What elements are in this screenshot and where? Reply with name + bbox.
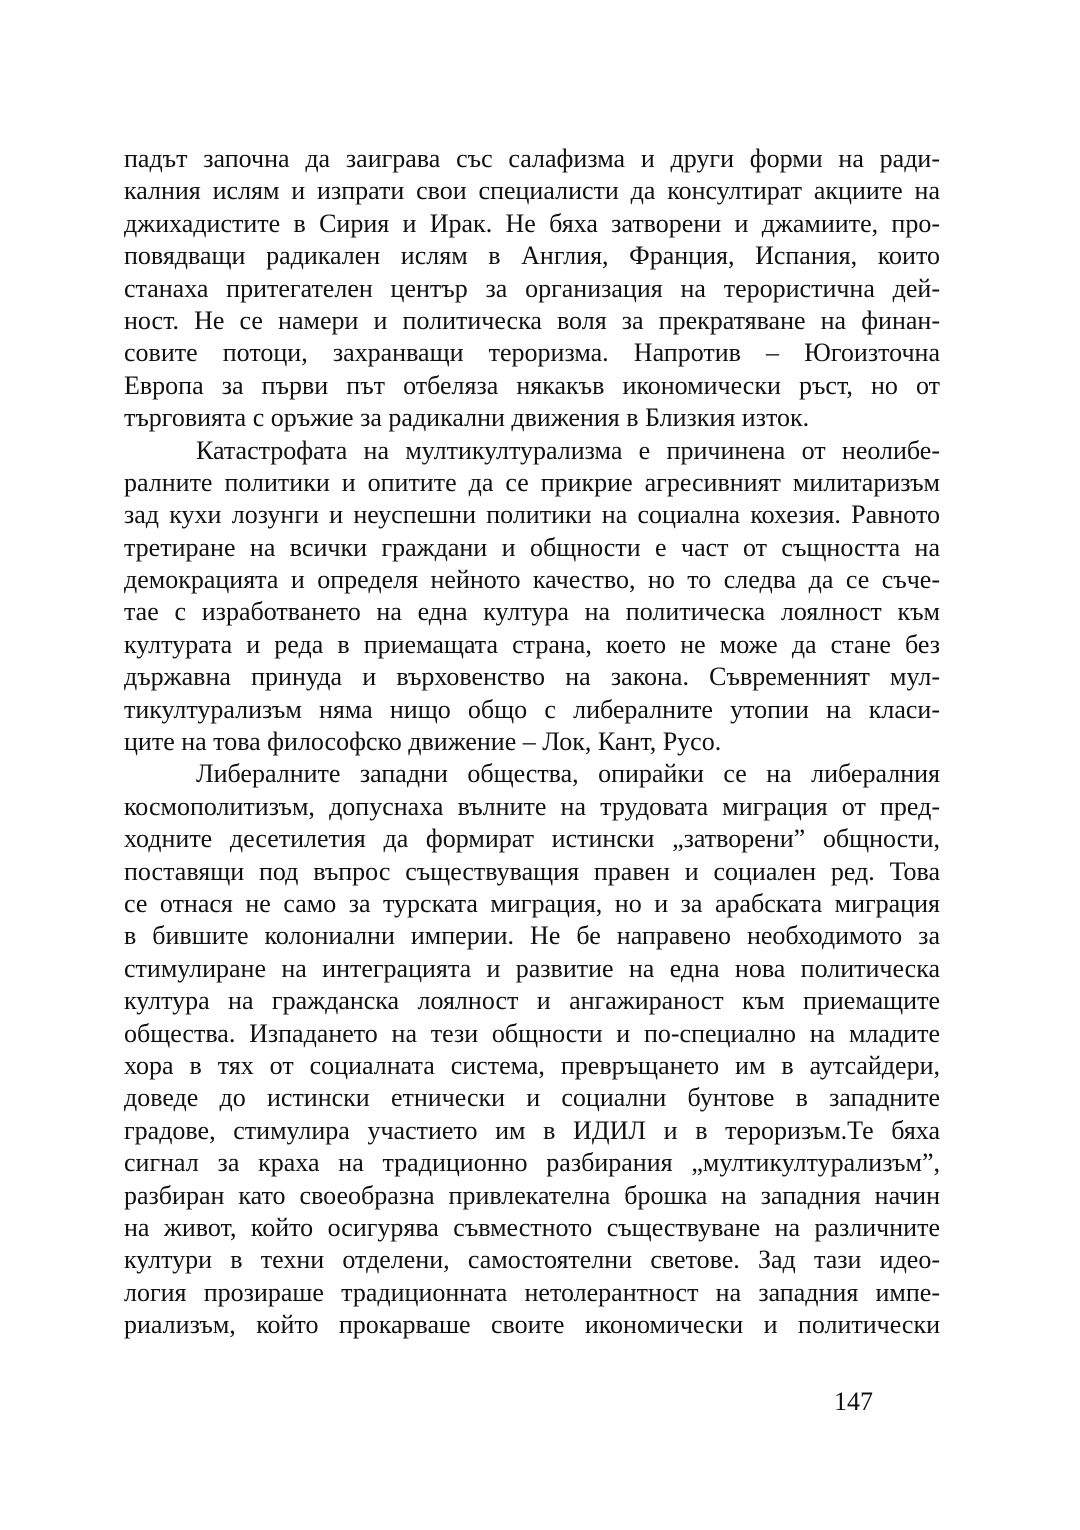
paragraph [124,435,940,759]
text-line: зад кухи лозунги и неуспешни политики на социална кохезия. Равното [124,500,940,530]
page-number: 147 [834,1387,873,1416]
text-line: се отнася не само за турската миграция, но и за арабската миграция [124,888,940,918]
text-line: градове, стимулира участието им в ИДИЛ и в тероризъм.Те бяха [124,1115,940,1145]
text-line: поставящи под въпрос съществуващия правен и социален ред. Това [124,856,940,886]
text-line: общества. Изпадането на тези общности и по-специално на младите [124,1018,940,1048]
text-line: ходните десетилетия да формират истински „затворени” общности, [124,824,940,854]
paragraph [124,758,940,1341]
text-line: ралните политики и опитите да се прикрие агресивният милитаризъм [124,467,940,497]
text-line: културата и реда в приемащата страна, което не може да стане без [124,629,940,659]
text-line: тае с изработването на една култура на политическа лоялност към [124,597,940,627]
text-line: Европа за първи път отбеляза някакъв икономически ръст, но от [124,370,940,400]
body-text [124,143,940,1341]
text-line: калния ислям и изпрати свои специалисти да консултират акциите на [124,176,940,206]
text-line: стимулиране на интеграцията и развитие на една нова политическа [124,953,940,983]
text-line: ците на това философско движение – Лок, Кант, Русо. [124,727,722,757]
text-line: повядващи радикален ислям в Англия, Франция, Испания, които [124,241,940,271]
text-line: култури в техни отделени, самостоятелни светове. Зад тази идео- [124,1245,940,1275]
paragraph [124,143,940,435]
text-line: на живот, който осигурява съвместното съществуване на различните [124,1212,940,1242]
text-line: култура на гражданска лоялност и ангажираност към приемащите [124,986,940,1016]
text-line: джихадистите в Сирия и Ирак. Не бяха затворени и джамиите, про- [124,208,940,238]
text-line: совите потоци, захранващи тероризма. Напротив – Югоизточна [124,338,940,368]
text-line: станаха притегателен център за организация на терористична дей- [124,273,940,303]
text-line: тикултурализъм няма нищо общо с либералните утопии на класи- [124,694,940,724]
text-line: държавна принуда и върховенство на закона. Съвременният мул- [124,662,940,692]
text-line: риализъм, който прокарваше своите икономически и политически [124,1310,940,1340]
text-line: сигнал за краха на традиционно разбирания „мултикултурализъм”, [124,1148,940,1178]
text-line: третиране на всички граждани и общности е част от същността на [124,532,940,562]
text-line: логия прозираше традиционната нетолерантност на западния импе- [124,1277,940,1307]
text-line: Катастрофата на мултикултурализма е причинена от неолибе- [196,435,940,465]
text-line: търговията с оръжие за радикални движения в Близкия изток. [124,403,810,433]
text-line: ност. Не се намери и политическа воля за прекратяване на финан- [124,305,940,335]
text-line: хора в тях от социалната система, превръщането им в аутсайдери, [124,1050,940,1080]
text-line: демокрацията и определя нейното качество, но то следва да се съче- [124,565,940,595]
text-line: разбиран като своеобразна привлекателна брошка на западния начин [124,1180,940,1210]
text-line: Либералните западни общества, опирайки се на либералния [196,759,940,789]
text-line: в бившите колониални империи. Не бе направено необходимото за [124,921,940,951]
text-line: доведе до истински етнически и социални бунтове в западните [124,1083,940,1113]
text-line: космополитизъм, допуснаха вълните на трудовата миграция от пред- [124,791,940,821]
text-line: падът започна да заиграва със салафизма и други форми на ради- [124,144,940,173]
